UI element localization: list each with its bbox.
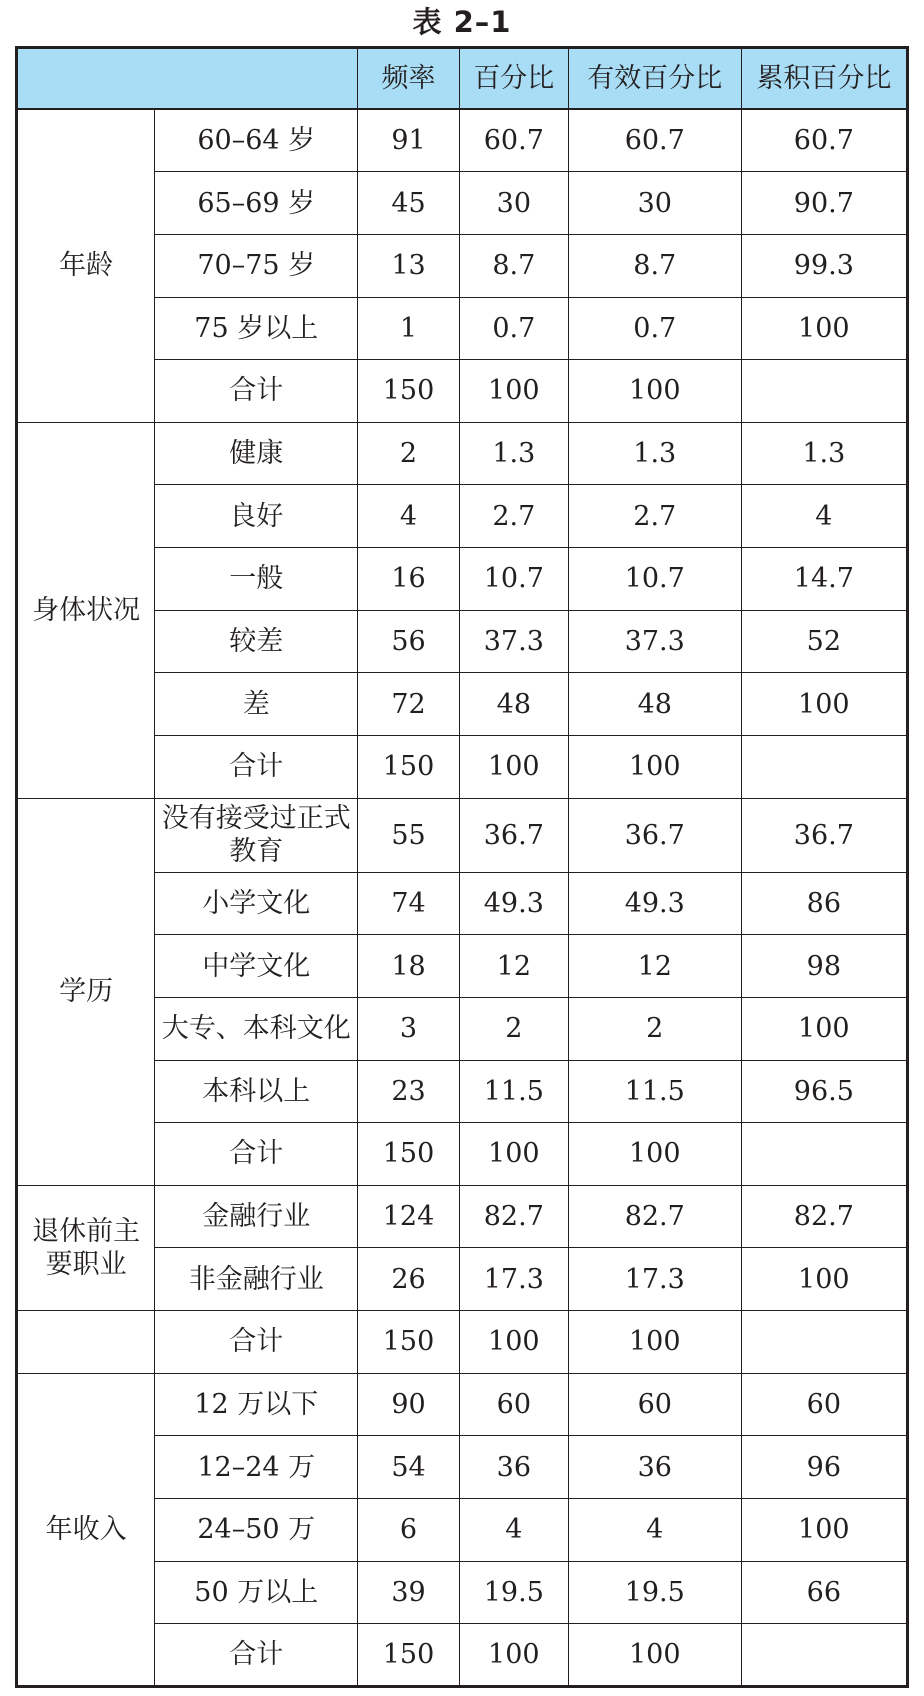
item-cell: 24–50 万	[155, 1499, 358, 1562]
pct-cell: 37.3	[459, 610, 568, 673]
pct-cell: 2	[459, 997, 568, 1060]
cum-pct-cell: 60.7	[741, 109, 907, 172]
item-cell: 中学文化	[155, 935, 358, 998]
freq-cell: 150	[358, 1311, 460, 1374]
pct-cell: 0.7	[459, 297, 568, 360]
category-cell	[17, 1311, 155, 1374]
cum-pct-cell: 86	[741, 872, 907, 935]
cum-pct-cell: 100	[741, 1248, 907, 1311]
table-row	[17, 798, 908, 872]
freq-cell: 55	[358, 798, 460, 872]
cum-pct-cell: 4	[741, 485, 907, 548]
freq-cell: 39	[358, 1561, 460, 1624]
valid-pct-cell: 100	[568, 736, 741, 799]
header-cum-pct: 累积百分比	[741, 48, 907, 110]
pct-cell: 30	[459, 172, 568, 235]
table-body	[17, 48, 908, 1687]
freq-cell: 90	[358, 1373, 460, 1436]
item-cell: 12 万以下	[155, 1373, 358, 1436]
table-row	[17, 1185, 908, 1248]
category-cell: 年收入	[17, 1373, 155, 1686]
cum-pct-cell: 66	[741, 1561, 907, 1624]
item-cell: 非金融行业	[155, 1248, 358, 1311]
item-cell: 金融行业	[155, 1185, 358, 1248]
freq-cell: 16	[358, 548, 460, 611]
pct-cell: 82.7	[459, 1185, 568, 1248]
item-cell: 小学文化	[155, 872, 358, 935]
cum-pct-cell: 90.7	[741, 172, 907, 235]
pct-cell: 36	[459, 1436, 568, 1499]
pct-cell: 48	[459, 673, 568, 736]
valid-pct-cell: 36	[568, 1436, 741, 1499]
item-cell: 合计	[155, 1311, 358, 1374]
freq-cell: 18	[358, 935, 460, 998]
item-cell: 本科以上	[155, 1060, 358, 1123]
freq-cell: 150	[358, 736, 460, 799]
pct-cell: 4	[459, 1499, 568, 1562]
item-cell: 合计	[155, 736, 358, 799]
item-cell: 75 岁以上	[155, 297, 358, 360]
item-cell: 合计	[155, 1123, 358, 1186]
table-row	[17, 109, 908, 172]
pct-cell: 17.3	[459, 1248, 568, 1311]
item-cell: 差	[155, 673, 358, 736]
pct-cell: 36.7	[459, 798, 568, 872]
freq-cell: 54	[358, 1436, 460, 1499]
table-row	[17, 1373, 908, 1436]
freq-cell: 91	[358, 109, 460, 172]
cum-pct-cell: 60	[741, 1373, 907, 1436]
pct-cell: 49.3	[459, 872, 568, 935]
item-cell: 12–24 万	[155, 1436, 358, 1499]
valid-pct-cell: 100	[568, 1311, 741, 1374]
pct-cell: 100	[459, 360, 568, 423]
freq-cell: 150	[358, 1624, 460, 1687]
table-row	[17, 1311, 908, 1374]
cum-pct-cell: 82.7	[741, 1185, 907, 1248]
table-caption: 表 2–1	[412, 5, 512, 39]
table-header-row	[17, 48, 908, 110]
header-blank-cell	[17, 48, 358, 110]
valid-pct-cell: 100	[568, 360, 741, 423]
valid-pct-cell: 12	[568, 935, 741, 998]
item-cell: 60–64 岁	[155, 109, 358, 172]
header-freq: 频率	[358, 48, 460, 110]
statistics-table	[15, 46, 909, 1688]
valid-pct-cell: 17.3	[568, 1248, 741, 1311]
cum-pct-cell: 1.3	[741, 422, 907, 485]
valid-pct-cell: 2.7	[568, 485, 741, 548]
pct-cell: 60.7	[459, 109, 568, 172]
freq-cell: 150	[358, 360, 460, 423]
table-row	[17, 422, 908, 485]
cum-pct-cell	[741, 1123, 907, 1186]
cum-pct-cell: 36.7	[741, 798, 907, 872]
cum-pct-cell: 14.7	[741, 548, 907, 611]
cum-pct-cell: 100	[741, 1499, 907, 1562]
valid-pct-cell: 100	[568, 1624, 741, 1687]
category-cell: 退休前主要职业	[17, 1185, 155, 1310]
pct-cell: 100	[459, 1311, 568, 1374]
cum-pct-cell	[741, 736, 907, 799]
cum-pct-cell	[741, 1624, 907, 1687]
valid-pct-cell: 19.5	[568, 1561, 741, 1624]
freq-cell: 56	[358, 610, 460, 673]
freq-cell: 2	[358, 422, 460, 485]
valid-pct-cell: 82.7	[568, 1185, 741, 1248]
freq-cell: 23	[358, 1060, 460, 1123]
valid-pct-cell: 37.3	[568, 610, 741, 673]
cum-pct-cell: 96.5	[741, 1060, 907, 1123]
pct-cell: 10.7	[459, 548, 568, 611]
valid-pct-cell: 60	[568, 1373, 741, 1436]
cum-pct-cell	[741, 1311, 907, 1374]
category-cell: 身体状况	[17, 422, 155, 798]
header-valid-pct: 有效百分比	[568, 48, 741, 110]
pct-cell: 8.7	[459, 234, 568, 297]
valid-pct-cell: 10.7	[568, 548, 741, 611]
freq-cell: 4	[358, 485, 460, 548]
cum-pct-cell	[741, 360, 907, 423]
freq-cell: 13	[358, 234, 460, 297]
pct-cell: 1.3	[459, 422, 568, 485]
valid-pct-cell: 8.7	[568, 234, 741, 297]
valid-pct-cell: 2	[568, 997, 741, 1060]
valid-pct-cell: 100	[568, 1123, 741, 1186]
item-cell: 较差	[155, 610, 358, 673]
item-cell: 50 万以上	[155, 1561, 358, 1624]
freq-cell: 3	[358, 997, 460, 1060]
item-cell: 70–75 岁	[155, 234, 358, 297]
valid-pct-cell: 30	[568, 172, 741, 235]
valid-pct-cell: 60.7	[568, 109, 741, 172]
freq-cell: 72	[358, 673, 460, 736]
pct-cell: 60	[459, 1373, 568, 1436]
pct-cell: 100	[459, 1624, 568, 1687]
freq-cell: 26	[358, 1248, 460, 1311]
cum-pct-cell: 99.3	[741, 234, 907, 297]
item-cell: 没有接受过正式教育	[155, 798, 358, 872]
freq-cell: 150	[358, 1123, 460, 1186]
valid-pct-cell: 49.3	[568, 872, 741, 935]
cum-pct-cell: 100	[741, 997, 907, 1060]
pct-cell: 2.7	[459, 485, 568, 548]
cum-pct-cell: 96	[741, 1436, 907, 1499]
category-cell: 年龄	[17, 109, 155, 422]
cum-pct-cell: 52	[741, 610, 907, 673]
valid-pct-cell: 1.3	[568, 422, 741, 485]
item-cell: 合计	[155, 360, 358, 423]
cum-pct-cell: 100	[741, 297, 907, 360]
item-cell: 大专、本科文化	[155, 997, 358, 1060]
freq-cell: 1	[358, 297, 460, 360]
item-cell: 良好	[155, 485, 358, 548]
cum-pct-cell: 100	[741, 673, 907, 736]
freq-cell: 74	[358, 872, 460, 935]
pct-cell: 19.5	[459, 1561, 568, 1624]
pct-cell: 100	[459, 736, 568, 799]
category-cell: 学历	[17, 798, 155, 1185]
item-cell: 一般	[155, 548, 358, 611]
freq-cell: 124	[358, 1185, 460, 1248]
pct-cell: 100	[459, 1123, 568, 1186]
valid-pct-cell: 0.7	[568, 297, 741, 360]
valid-pct-cell: 4	[568, 1499, 741, 1562]
cum-pct-cell: 98	[741, 935, 907, 998]
valid-pct-cell: 48	[568, 673, 741, 736]
pct-cell: 12	[459, 935, 568, 998]
valid-pct-cell: 11.5	[568, 1060, 741, 1123]
item-cell: 65–69 岁	[155, 172, 358, 235]
valid-pct-cell: 36.7	[568, 798, 741, 872]
header-pct: 百分比	[459, 48, 568, 110]
pct-cell: 11.5	[459, 1060, 568, 1123]
item-cell: 合计	[155, 1624, 358, 1687]
freq-cell: 6	[358, 1499, 460, 1562]
item-cell: 健康	[155, 422, 358, 485]
freq-cell: 45	[358, 172, 460, 235]
